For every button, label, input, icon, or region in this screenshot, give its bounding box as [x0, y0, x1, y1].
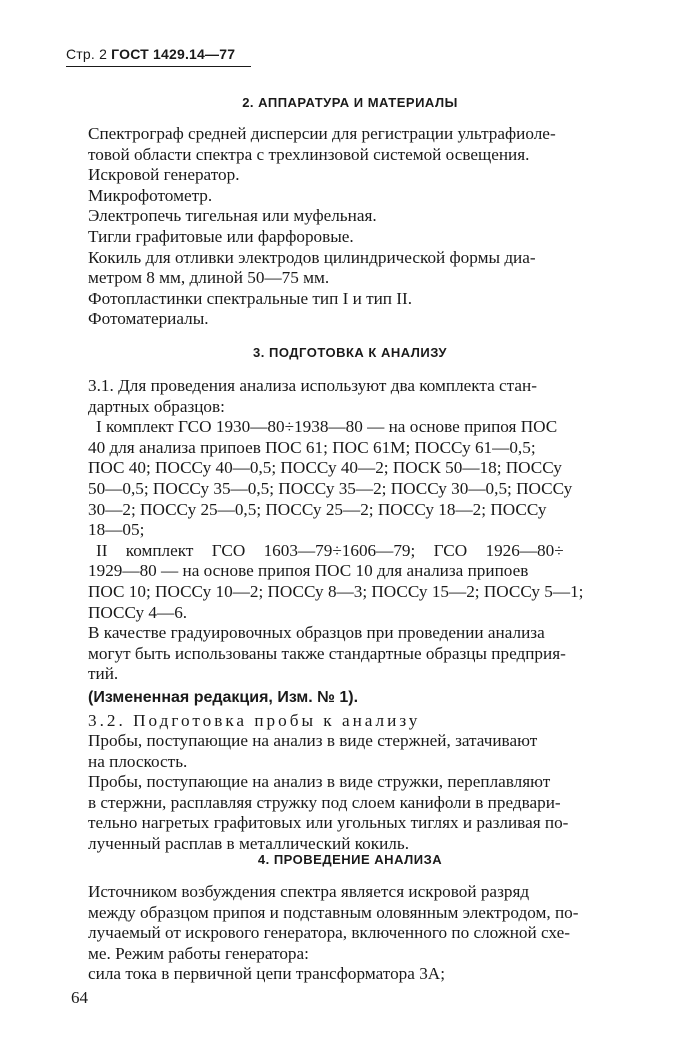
- paragraph-line: 50—0,5; ПОССу 35—0,5; ПОССу 35—2; ПОССу 30—0,5; ПОССу: [88, 478, 573, 498]
- paragraph-line: 3.1. Для проведения анализа используют два комплекта стан-: [88, 376, 537, 395]
- paragraph-line: Кокиль для отливки электродов цилиндрической формы диа-: [88, 247, 536, 267]
- paragraph-line: II комплект ГСО 1603—79÷1606—79; ГСО 1926—80÷: [96, 540, 564, 560]
- paragraph-line: ПОС 10; ПОССу 10—2; ПОССу 8—3; ПОССу 15—2; ПОССу 5—1;: [88, 581, 584, 601]
- page-number: 64: [71, 988, 88, 1007]
- subsection-heading: 3.2. Подготовка пробы к анализу: [88, 710, 421, 730]
- section-3-heading: 3. ПОДГОТОВКА К АНАЛИЗУ: [253, 345, 447, 360]
- paragraph-line: на плоскость.: [88, 751, 188, 771]
- paragraph-line: метром 8 мм, длиной 50—75 мм.: [88, 268, 330, 288]
- paragraph-line: тий.: [88, 664, 119, 684]
- paragraph-line: 1929—80 — на основе припоя ПОС 10 для анализа припоев: [88, 561, 529, 581]
- section-2-body: [88, 124, 670, 330]
- paragraph-line: Пробы, поступающие на анализ в виде стержней, затачивают: [88, 731, 538, 751]
- paragraph-line: ме. Режим работы генератора:: [88, 943, 309, 963]
- paragraph-line: Электропечь тигельная или муфельная.: [88, 206, 377, 226]
- paragraph-line: ПОС 40; ПОССу 40—0,5; ПОССу 40—2; ПОСК 50—18; ПОССу: [88, 458, 562, 478]
- paragraph-line: ПОССу 4—6.: [88, 602, 188, 622]
- paragraph-line: Микрофотометр.: [88, 185, 213, 205]
- paragraph-line: между образцом припоя и подставным оловянным электродом, по-: [88, 902, 579, 922]
- paragraph-line: 30—2; ПОССу 25—0,5; ПОССу 25—2; ПОССу 18—2; ПОССу: [88, 499, 547, 519]
- paragraph-line: лучаемый от искрового генератора, включенного по сложной схе-: [88, 923, 570, 943]
- paragraph-line: товой области спектра с трехлинзовой системой освещения.: [88, 144, 530, 164]
- paragraph-line: Тигли графитовые или фарфоровые.: [88, 226, 354, 246]
- paragraph-line: сила тока в первичной цепи трансформатора 3А;: [88, 964, 445, 984]
- section-4-body: [88, 882, 670, 985]
- paragraph-line: Спектрограф средней дисперсии для регистрации ультрафиоле-: [88, 124, 556, 143]
- paragraph-line: В качестве градуировочных образцов при проведении анализа: [88, 623, 545, 643]
- paragraph-line: лученный расплав в металлический кокиль.: [88, 834, 410, 854]
- paragraph-line: тельно нагретых графитовых или угольных тиглях и разливая по-: [88, 813, 569, 833]
- section-4-heading: 4. ПРОВЕДЕНИЕ АНАЛИЗА: [257, 852, 443, 867]
- paragraph-line: могут быть использованы также стандартные образцы предприя-: [88, 643, 566, 663]
- standard-number: ГОСТ 1429.14—77: [111, 46, 236, 62]
- section-3-body: [88, 376, 670, 855]
- amendment-note: (Измененная редакция, Изм. № 1).: [88, 688, 359, 706]
- running-header: [66, 46, 235, 62]
- paragraph-line: Фотоматериалы.: [88, 309, 209, 329]
- paragraph-line: Пробы, поступающие на анализ в виде стружки, переплавляют: [88, 772, 551, 792]
- header-rule: [66, 66, 251, 67]
- page-label: Стр. 2: [66, 46, 108, 62]
- paragraph-line: I комплект ГСО 1930—80÷1938—80 — на основе припоя ПОС: [96, 417, 558, 437]
- paragraph-line: дартных образцов:: [88, 396, 225, 416]
- paragraph-line: в стержни, расплавляя стружку под слоем канифоли в предвари-: [88, 792, 561, 812]
- paragraph-line: Источником возбуждения спектра является искровой разряд: [88, 882, 530, 901]
- paragraph-line: Искровой генератор.: [88, 165, 240, 185]
- paragraph-line: 40 для анализа припоев ПОС 61; ПОС 61М; ПОССу 61—0,5;: [88, 437, 536, 457]
- section-2-heading: 2. АППАРАТУРА И МАТЕРИАЛЫ: [242, 95, 458, 110]
- paragraph-line: 18—05;: [88, 520, 145, 540]
- paragraph-line: Фотопластинки спектральные тип I и тип II.: [88, 288, 413, 308]
